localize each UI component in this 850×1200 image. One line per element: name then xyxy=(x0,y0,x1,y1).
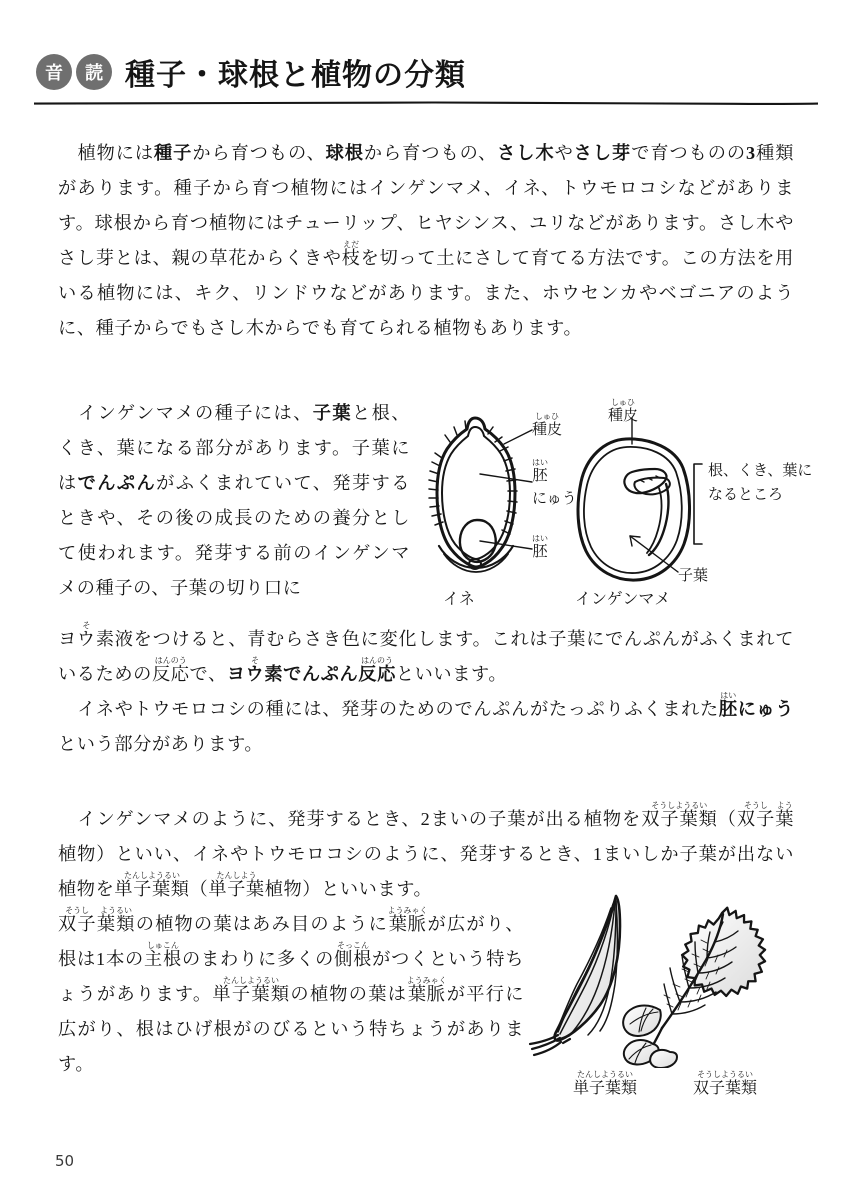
bean-seed-drawing xyxy=(578,439,690,580)
ondoku-badge-on: 音 xyxy=(36,54,72,90)
label-bean-cotyledon: 子葉 xyxy=(678,566,709,584)
rice-seed-drawing xyxy=(429,418,517,572)
label-rice-embryo: 胚はい xyxy=(532,534,548,560)
paragraph-endosperm: イネやトウモロコシの種には、発芽のためのでんぷんがたっぷりふくまれた胚はいにゅうという部分があります。 xyxy=(58,691,794,754)
caption-bean: インゲンマメ xyxy=(575,589,671,608)
ondoku-badge-doku: 読 xyxy=(76,54,112,90)
label-rice-endosperm: 胚はい にゅう xyxy=(532,458,577,507)
dicot-leaf-drawing xyxy=(623,908,765,1068)
bean-bracket xyxy=(694,464,702,544)
page-header xyxy=(36,50,818,94)
paragraph-bean-seed-parts: インゲンマメの種子には、子葉と根、くき、葉になる部分があります。子葉にはでんぷんがふくまれていて、発芽するときや、その後の成長のための養分として使われます。発芽する前のインゲンマメの種子の、子葉の切り口に xyxy=(58,403,411,598)
caption-monocot: 単子葉類たんしようるい xyxy=(572,1070,637,1097)
label-bean-seed-coat: 種皮しゅひ xyxy=(608,398,639,424)
paragraph-plant-propagation: 植物には種子から育つもの、球根から育つもの、さし木やさし芽で育つものの3種類があります。種子から育つ植物にはインゲンマメ、イネ、トウモロコシなどがあります。球根から育つ植物にはチューリップ、ヒヤシンス、ユリなどがあります。さし木やさし芽とは、親の草花からくきや枝えだを切って土にさして育てる方法です。この方法を用いる植物には、キク、リンドウなどがあります。また、ホウセンカやベゴニアのように、種子からでもさし木からでも育てられる植物もあります。 xyxy=(58,143,795,338)
caption-dicot: 双子葉類そうしようるい xyxy=(692,1070,757,1097)
header-divider xyxy=(34,101,818,105)
figure-leaf-types xyxy=(520,892,820,1104)
paragraph-iodine-reaction: ヨウ素そ液をつけると、青むらさき色に変化します。これは子葉にでんぷんがふくまれているための反応はんのうで、ヨウ素そでんぷん反応はんのうといいます。 xyxy=(58,621,794,684)
figure-seed-structures xyxy=(420,396,818,612)
caption-rice: イネ xyxy=(443,589,475,608)
paragraph-veins-and-roots: 双子そうし葉類ようるいの植物の葉はあみ目のように葉脈ようみゃくが広がり、根は1本の主根しゅこんのまわりに多くの側根そっこんがつくという特ちょうがあります。単子葉類たんしようるいの植物の葉は葉脈ようみゃくが平行に広がり、根はひげ根がのびるという特ちょうがあります。 xyxy=(58,906,524,1074)
page-number: 50 xyxy=(55,1152,75,1170)
label-bean-future-parts: 根、くき、葉に なるところ xyxy=(708,461,813,503)
paragraph-mono-dicot-definition: インゲンマメのように、発芽するとき、2まいの子葉が出る植物を双子葉類そうしようるい（双子そうし葉よう植物）といい、イネやトウモロコシのように、発芽するとき、1まいしか子葉が出ない植物を単子葉類たんしようるい（単子葉たんしよう植物）といいます。 xyxy=(58,801,795,899)
page-title: 種子・球根と植物の分類 xyxy=(125,58,466,93)
monocot-leaf-drawing xyxy=(530,896,620,1055)
label-rice-seed-coat: 種皮しゅひ xyxy=(532,412,563,438)
